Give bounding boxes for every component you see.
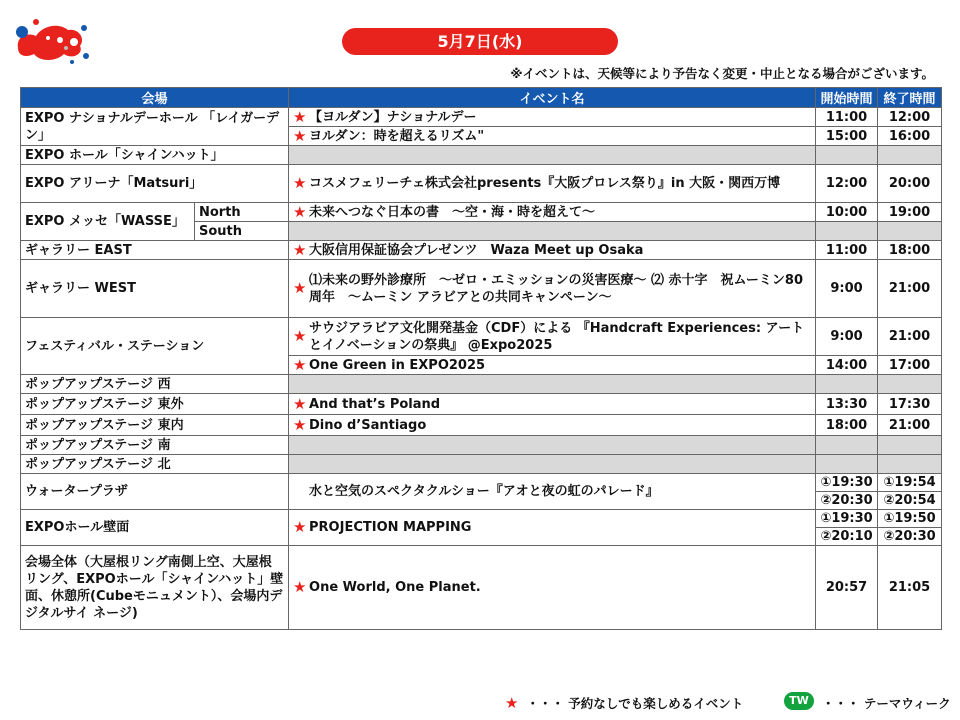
start-time-1: ①19:30 <box>816 510 877 528</box>
col-header-start: 開始時間 <box>816 88 878 108</box>
start-time-2: ②20:30 <box>820 493 873 508</box>
end-time: 21:00 <box>878 260 942 318</box>
sub-venue-south: South <box>195 222 289 241</box>
notice-text: ※イベントは、天候等により予告なく変更・中止となる場合がございます。 <box>510 66 934 81</box>
sub-venue-north: North <box>195 203 289 222</box>
empty-cell <box>878 436 942 455</box>
table-row <box>21 415 942 436</box>
start-time: 12:00 <box>816 165 878 203</box>
venue-cell: EXPO ナショナルデーホール 「レイガーデン」 <box>21 108 289 146</box>
end-time: 17:00 <box>878 356 942 375</box>
event-cell: ★ 未来へつなぐ日本の書 ～空・海・時を超えて～ <box>289 203 816 222</box>
start-time-2: ②20:10 <box>820 529 873 544</box>
event-cell: ★ And that’s Poland <box>289 394 816 415</box>
star-icon: ★ <box>293 202 307 221</box>
venue-cell: EXPOホール壁面 <box>21 510 289 546</box>
end-time-1: ①19:54 <box>878 474 941 492</box>
empty-cell <box>289 146 816 165</box>
star-icon: ★ <box>293 107 307 126</box>
col-header-venue: 会場 <box>21 88 289 108</box>
venue-cell: ウォータープラザ <box>21 474 289 510</box>
empty-cell <box>878 375 942 394</box>
event-cell: ★ 【ヨルダン】ナショナルデー <box>289 108 816 127</box>
table-row <box>21 260 942 318</box>
empty-cell <box>816 436 878 455</box>
star-icon: ★ <box>293 355 307 374</box>
empty-cell <box>878 146 942 165</box>
venue-cell: ポップアップステージ 北 <box>21 455 289 474</box>
event-cell: ★ サウジアラビア文化開発基金（CDF）による 『Handcraft Experiences: アートとイノベーションの祭典』 @Expo2025 <box>289 318 816 356</box>
table-row <box>21 241 942 260</box>
end-time: 21:05 <box>878 546 942 630</box>
star-icon: ★ <box>505 694 519 712</box>
start-time: 9:00 <box>816 260 878 318</box>
start-time: 9:00 <box>816 318 878 356</box>
end-time-2: ②20:54 <box>883 493 936 508</box>
venue-cell: EXPO ホール「シャインハット」 <box>21 146 289 165</box>
legend-tw-text: ・・・ テーマウィーク <box>822 696 951 711</box>
table-row <box>21 108 942 127</box>
venue-cell: ポップアップステージ 南 <box>21 436 289 455</box>
start-time: 10:00 <box>816 203 878 222</box>
star-icon: ★ <box>293 394 307 413</box>
star-icon: ★ <box>293 174 307 192</box>
empty-cell <box>816 146 878 165</box>
table-row <box>21 318 942 356</box>
schedule-table <box>20 87 942 630</box>
star-icon: ★ <box>293 240 307 259</box>
venue-cell: ポップアップステージ 東内 <box>21 415 289 436</box>
legend-star-text: ・・・ 予約なしでも楽しめるイベント <box>526 696 744 711</box>
end-times <box>878 510 942 546</box>
end-times <box>878 474 942 510</box>
start-times <box>816 474 878 510</box>
start-time: 13:30 <box>816 394 878 415</box>
col-header-event: イベント名 <box>289 88 816 108</box>
star-icon: ★ <box>293 327 307 345</box>
end-time: 20:00 <box>878 165 942 203</box>
star-icon: ★ <box>293 415 307 434</box>
venue-cell: ポップアップステージ 西 <box>21 375 289 394</box>
table-row <box>21 546 942 630</box>
venue-cell: ギャラリー EAST <box>21 241 289 260</box>
table-row <box>21 375 942 394</box>
event-cell: ★ One World, One Planet. <box>289 546 816 630</box>
start-time: 11:00 <box>816 241 878 260</box>
start-time: 20:57 <box>816 546 878 630</box>
end-time: 18:00 <box>878 241 942 260</box>
start-time-1: ①19:30 <box>816 474 877 492</box>
date-banner: 5月7日(水) <box>342 28 618 55</box>
end-time: 21:00 <box>878 415 942 436</box>
table-row <box>21 474 942 510</box>
col-header-end: 終了時間 <box>878 88 942 108</box>
empty-cell <box>816 455 878 474</box>
start-time: 11:00 <box>816 108 878 127</box>
table-row <box>21 510 942 546</box>
event-cell: 水と空気のスペクタクルショー『アオと夜の虹のパレード』 <box>289 474 816 510</box>
tw-badge: TW <box>784 692 814 710</box>
end-time: 17:30 <box>878 394 942 415</box>
empty-cell <box>289 455 816 474</box>
empty-cell <box>816 222 878 241</box>
event-cell: ★ コスメフェリーチェ株式会社presents『大阪プロレス祭り』in 大阪・関西万博 <box>289 165 816 203</box>
venue-cell: フェスティバル・ステーション <box>21 318 289 375</box>
expo-logo-icon <box>12 18 94 64</box>
end-time: 12:00 <box>878 108 942 127</box>
empty-cell <box>816 375 878 394</box>
table-row <box>21 146 942 165</box>
empty-cell <box>289 222 816 241</box>
table-row <box>21 455 942 474</box>
event-cell: ★ ⑴未来の野外診療所 ～ゼロ・エミッションの災害医療～ ⑵ 赤十字 祝ムーミン80周年 ～ムーミン アラビアとの共同キャンペーン～ <box>289 260 816 318</box>
table-row <box>21 394 942 415</box>
table-header-row <box>21 88 942 108</box>
event-cell: ★ 大阪信用保証協会プレゼンツ Waza Meet up Osaka <box>289 241 816 260</box>
table-row <box>21 203 942 222</box>
end-time: 16:00 <box>878 127 942 146</box>
start-time: 18:00 <box>816 415 878 436</box>
start-time: 14:00 <box>816 356 878 375</box>
empty-cell <box>878 455 942 474</box>
table-row <box>21 165 942 203</box>
empty-cell <box>878 222 942 241</box>
venue-cell: EXPO メッセ「WASSE」 <box>21 203 195 241</box>
event-cell: ★ One Green in EXPO2025 <box>289 356 816 375</box>
empty-cell <box>289 375 816 394</box>
legend-star <box>505 694 743 712</box>
venue-cell: ポップアップステージ 東外 <box>21 394 289 415</box>
star-icon: ★ <box>293 126 307 145</box>
star-icon: ★ <box>293 518 307 536</box>
venue-cell: EXPO アリーナ「Matsuri」 <box>21 165 289 203</box>
end-time-2: ②20:30 <box>883 529 936 544</box>
event-cell: ★ PROJECTION MAPPING <box>289 510 816 546</box>
end-time: 21:00 <box>878 318 942 356</box>
end-time: 19:00 <box>878 203 942 222</box>
venue-cell: 会場全体（大屋根リング南側上空、大屋根リング、EXPOホール「シャインハット」壁面、休憩所(Cubeモニュメント）、会場内デジタルサイ ネージ) <box>21 546 289 630</box>
event-cell: ★ Dino d’Santiago <box>289 415 816 436</box>
event-cell: ★ ヨルダン：時を超えるリズム" <box>289 127 816 146</box>
table-row <box>21 436 942 455</box>
star-icon: ★ <box>293 578 307 596</box>
empty-cell <box>289 436 816 455</box>
venue-cell: ギャラリー WEST <box>21 260 289 318</box>
start-time: 15:00 <box>816 127 878 146</box>
star-icon: ★ <box>293 279 307 297</box>
end-time-1: ①19:50 <box>878 510 941 528</box>
start-times <box>816 510 878 546</box>
